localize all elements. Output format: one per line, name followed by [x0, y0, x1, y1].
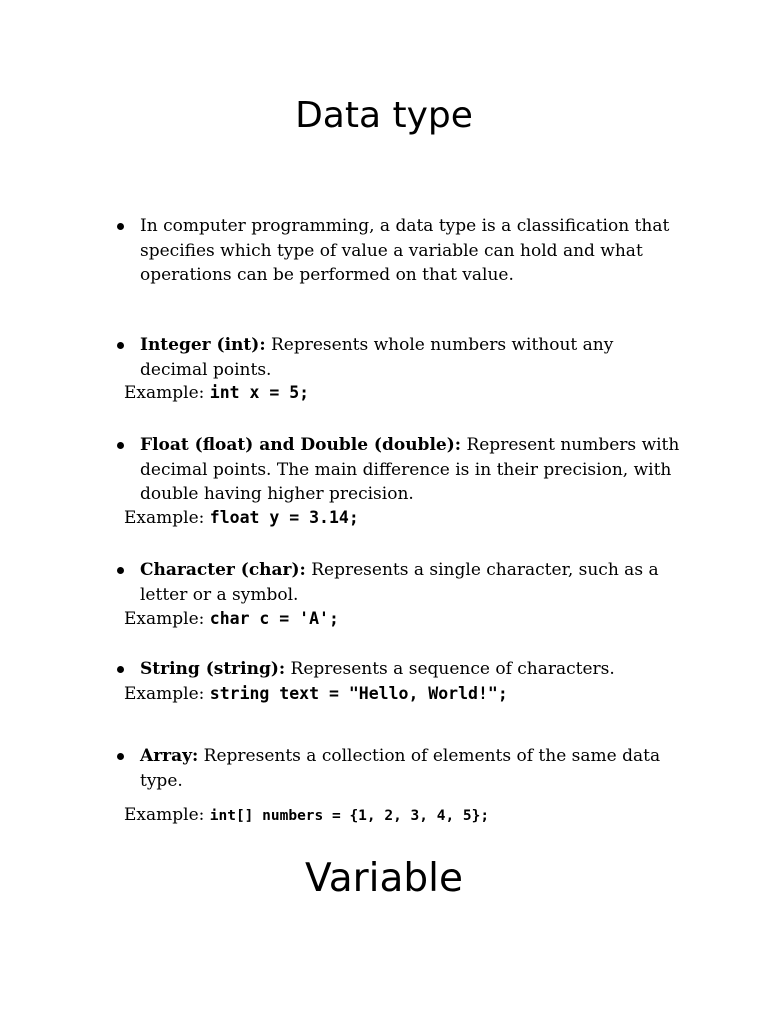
term-description: Represents a collection of elements of the same data type.: [140, 746, 661, 791]
example-code: int[] numbers = {1, 2, 3, 4, 5};: [209, 808, 490, 824]
term-label: Array:: [140, 746, 199, 766]
bullet-icon: [117, 567, 124, 574]
list-item-string: [140, 657, 685, 682]
term-label: Character (char):: [140, 560, 306, 580]
example-label: Example:: [124, 684, 210, 704]
page-title: Data type: [295, 95, 473, 136]
bullet-icon: [117, 666, 124, 673]
example-code: string text = "Hello, World!";: [209, 684, 508, 703]
term-description: Represents a sequence of characters.: [285, 659, 615, 679]
bullet-icon: [117, 223, 124, 230]
list-item-array: [140, 744, 685, 793]
example-float: [124, 506, 359, 530]
example-char: [124, 607, 339, 631]
term-label: String (string):: [140, 659, 286, 679]
example-integer: [124, 381, 309, 405]
term-label: Float (float) and Double (double):: [140, 435, 462, 455]
example-array: [124, 803, 489, 828]
example-code: int x = 5;: [209, 383, 310, 402]
example-string: [124, 682, 508, 706]
bullet-icon: [117, 342, 124, 349]
example-label: Example:: [124, 805, 210, 825]
term-description: Represent numbers with decimal points. The main difference is in their precision, with double having higher precision.: [140, 435, 680, 504]
example-label: Example:: [124, 383, 210, 403]
bullet-icon: [117, 753, 124, 760]
term-description: Represents whole numbers without any decimal points.: [140, 335, 614, 380]
example-label: Example:: [124, 609, 210, 629]
example-label: Example:: [124, 508, 210, 528]
example-code: float y = 3.14;: [209, 508, 359, 527]
example-code: char c = 'A';: [209, 609, 339, 628]
term-label: Integer (int):: [140, 335, 266, 355]
intro-paragraph: In computer programming, a data type is a classification that specifies which type of value a variable can hold and what operations can be performed on that value.: [140, 216, 670, 285]
bullet-icon: [117, 442, 124, 449]
list-item-integer: [140, 333, 685, 382]
term-description: Represents a single character, such as a letter or a symbol.: [140, 560, 659, 605]
list-item-character: [140, 558, 685, 607]
section-title-variable: Variable: [305, 856, 463, 901]
list-item-float-double: [140, 433, 685, 507]
